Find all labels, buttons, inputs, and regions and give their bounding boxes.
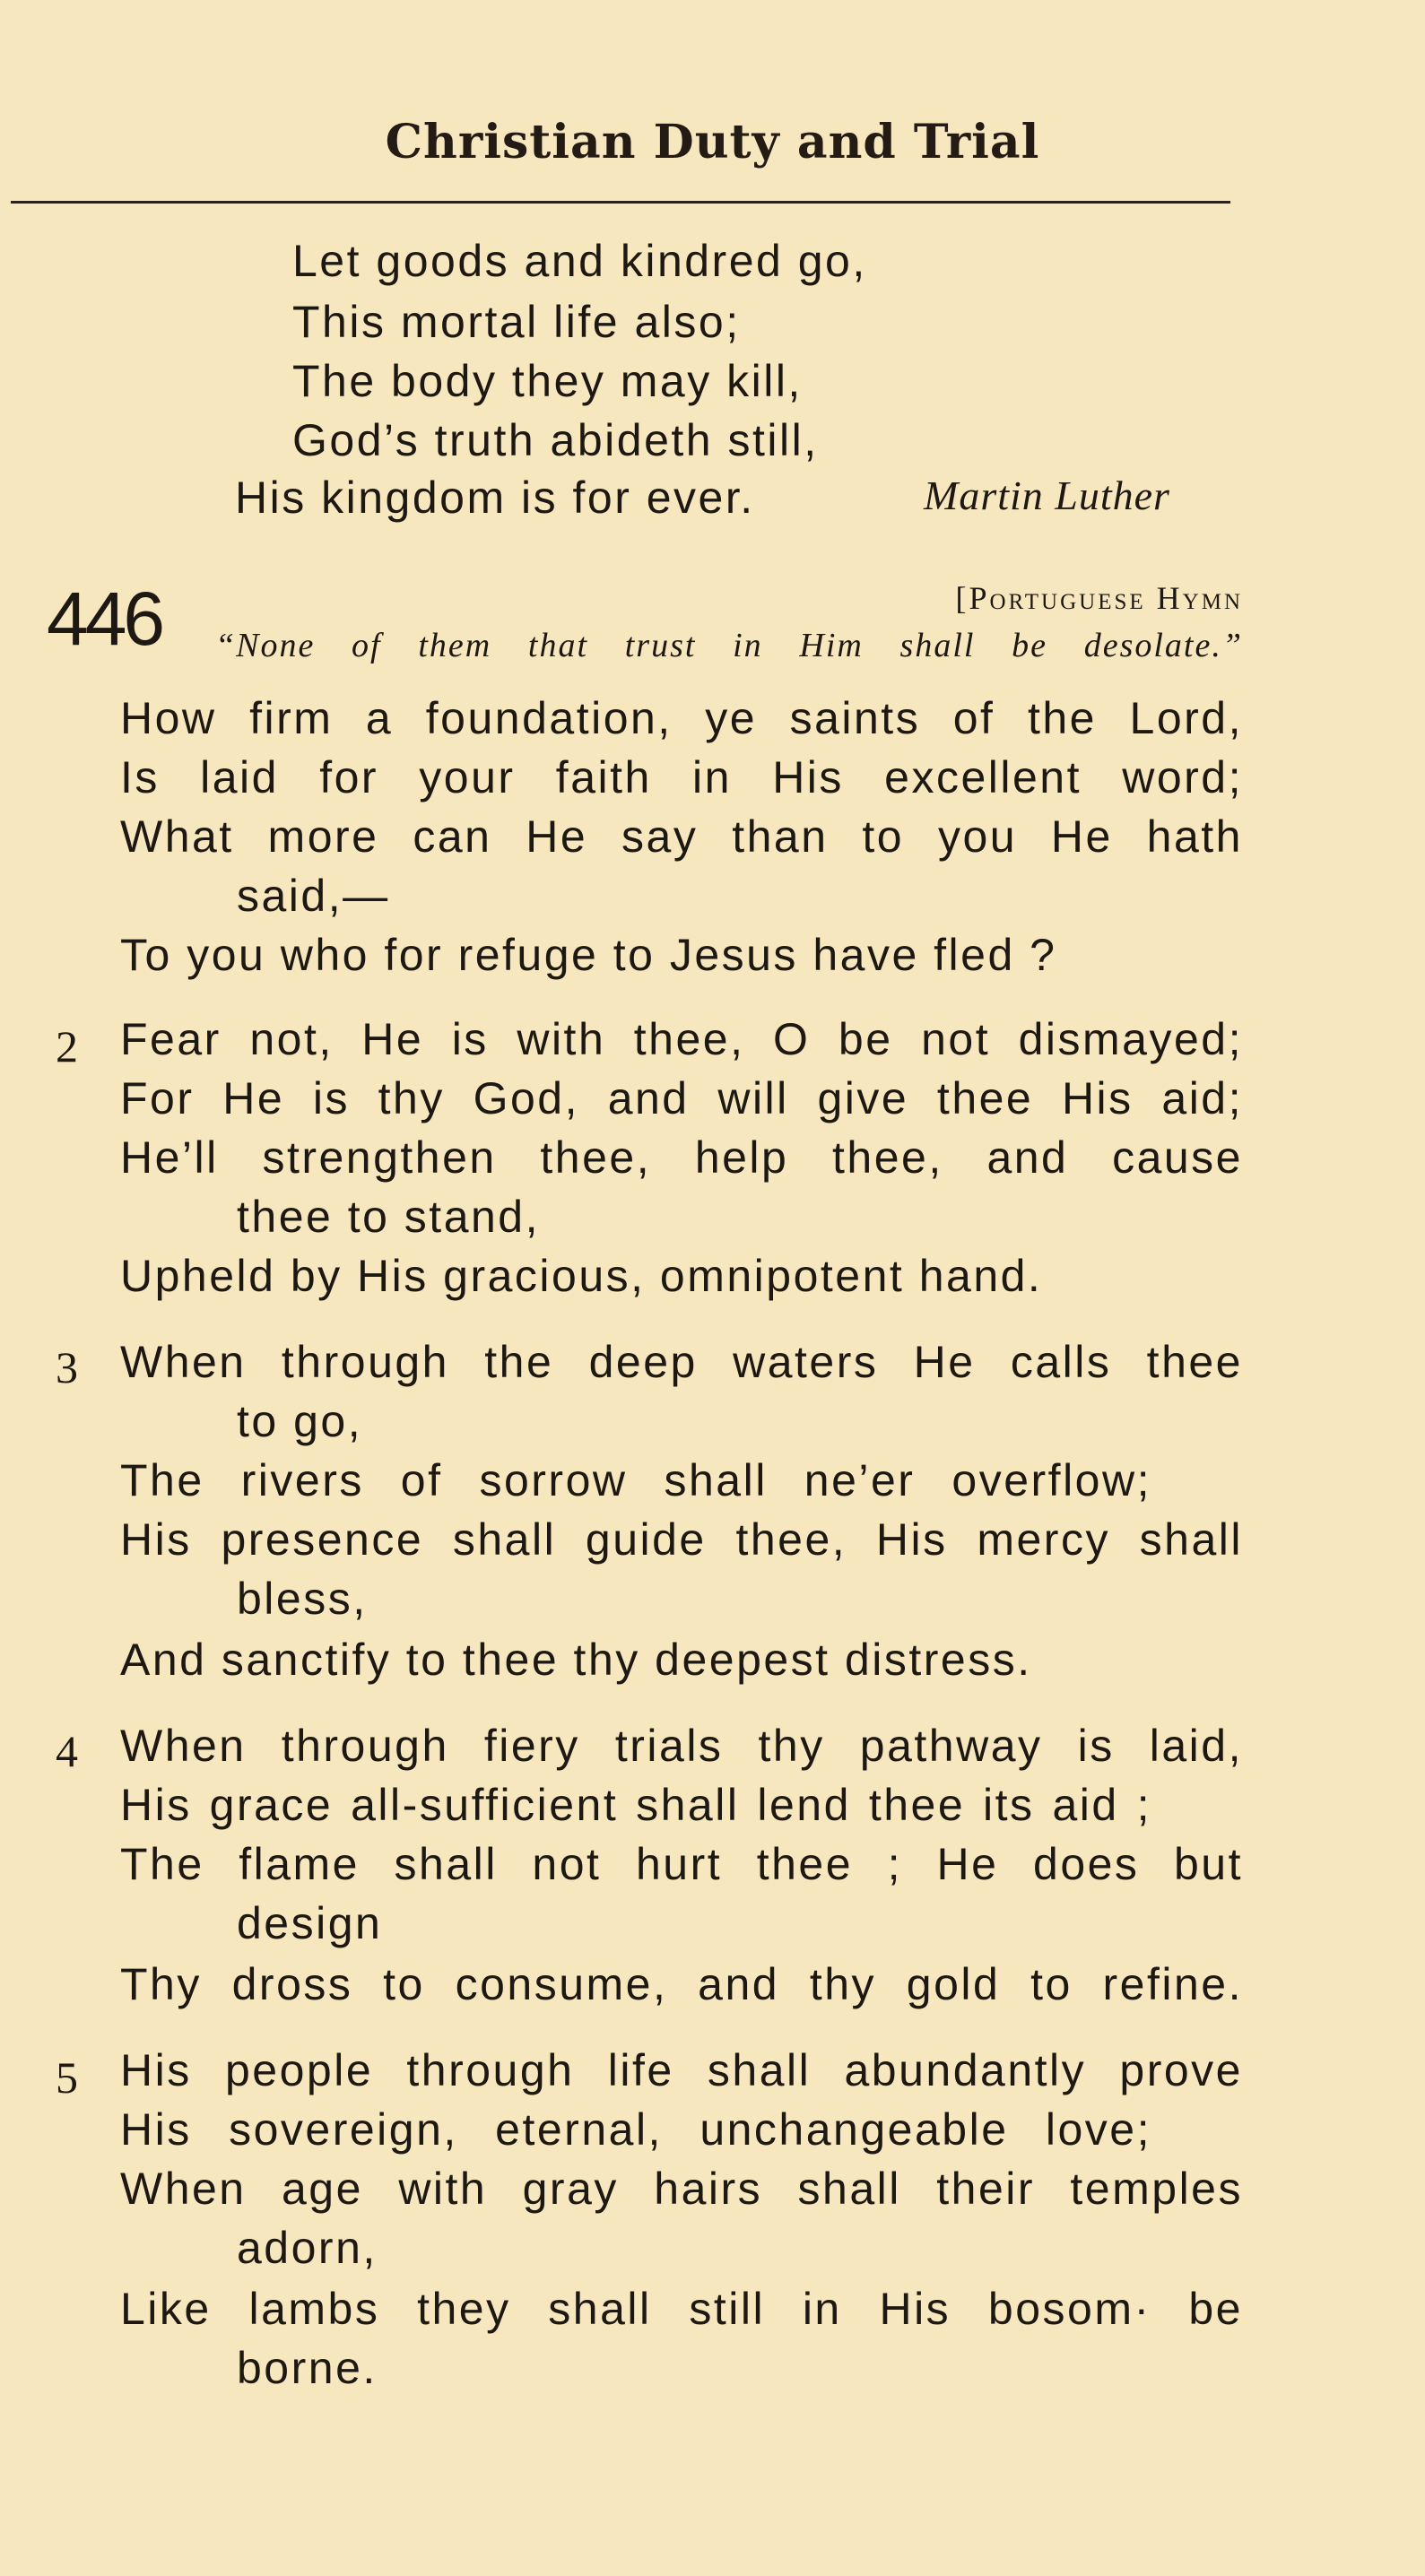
hymn-line: Fear not, He is with thee, O be not dismayed; (120, 1014, 1243, 1064)
verse-number: 2 (56, 1021, 78, 1071)
header-rule (11, 201, 1230, 204)
hymn-line: said,— (237, 871, 390, 921)
hymn-number: 446 (47, 577, 162, 661)
scripture-reference: “None of them that trust in Him shall be desolate.” (215, 627, 1243, 664)
hymn-line: His presence shall guide thee, His mercy shall (120, 1514, 1243, 1565)
page-header: Christian Duty and Trial (385, 115, 1040, 169)
hymn-line: thee to stand, (237, 1192, 541, 1242)
hymn-line: When through the deep waters He calls thee (120, 1337, 1243, 1387)
hymn-line: His grace all-sufficient shall lend thee its aid ; (120, 1780, 1151, 1830)
hymn-line: How firm a foundation, ye saints of the Lord, (120, 693, 1243, 743)
hymn-line: Like lambs they shall still in His bosom· be (120, 2284, 1243, 2334)
hymn-line: For He is thy God, and will give thee His aid; (120, 1073, 1243, 1123)
hymn-line: The flame shall not hurt thee ; He does but (120, 1839, 1243, 1889)
hymn-line: Upheld by His gracious, omnipotent hand. (120, 1251, 1043, 1301)
author-attribution: Martin Luther (924, 473, 1170, 518)
hymn-line: When through fiery trials thy pathway is laid, (120, 1721, 1243, 1771)
stanza-line: The body they may kill, (292, 356, 803, 406)
verse-number: 5 (56, 2052, 78, 2103)
stanza-line: Let goods and kindred go, (292, 236, 867, 286)
hymn-line: borne. (237, 2343, 378, 2393)
hymn-line: bless, (237, 1574, 368, 1624)
hymn-line: adorn, (237, 2223, 378, 2273)
stanza-line: God’s truth abideth still, (292, 415, 819, 465)
hymn-line: design (237, 1898, 383, 1948)
hymn-line: Is laid for your faith in His excellent word; (120, 752, 1243, 802)
hymn-line: His people through life shall abundantly prove (120, 2045, 1243, 2095)
verse-number: 3 (56, 1342, 78, 1392)
hymn-line: Thy dross to consume, and thy gold to refine. (120, 1959, 1243, 2009)
hymn-line: What more can He say than to you He hath (120, 811, 1243, 862)
hymn-line: To you who for refuge to Jesus have fled ? (120, 930, 1057, 980)
hymn-line: His sovereign, eternal, unchangeable love; (120, 2104, 1151, 2155)
stanza-line: His kingdom is for ever. (235, 473, 755, 523)
hymn-line: When age with gray hairs shall their temples (120, 2164, 1243, 2214)
hymn-line: The rivers of sorrow shall ne’er overflow; (120, 1455, 1151, 1505)
tune-name: [Portuguese Hymn (955, 580, 1243, 616)
stanza-line: This mortal life also; (292, 297, 741, 347)
hymn-line: And sanctify to thee thy deepest distress. (120, 1635, 1032, 1685)
hymn-line: to go, (237, 1396, 363, 1446)
hymn-line: He’ll strengthen thee, help thee, and cause (120, 1132, 1243, 1183)
verse-number: 4 (56, 1726, 78, 1776)
